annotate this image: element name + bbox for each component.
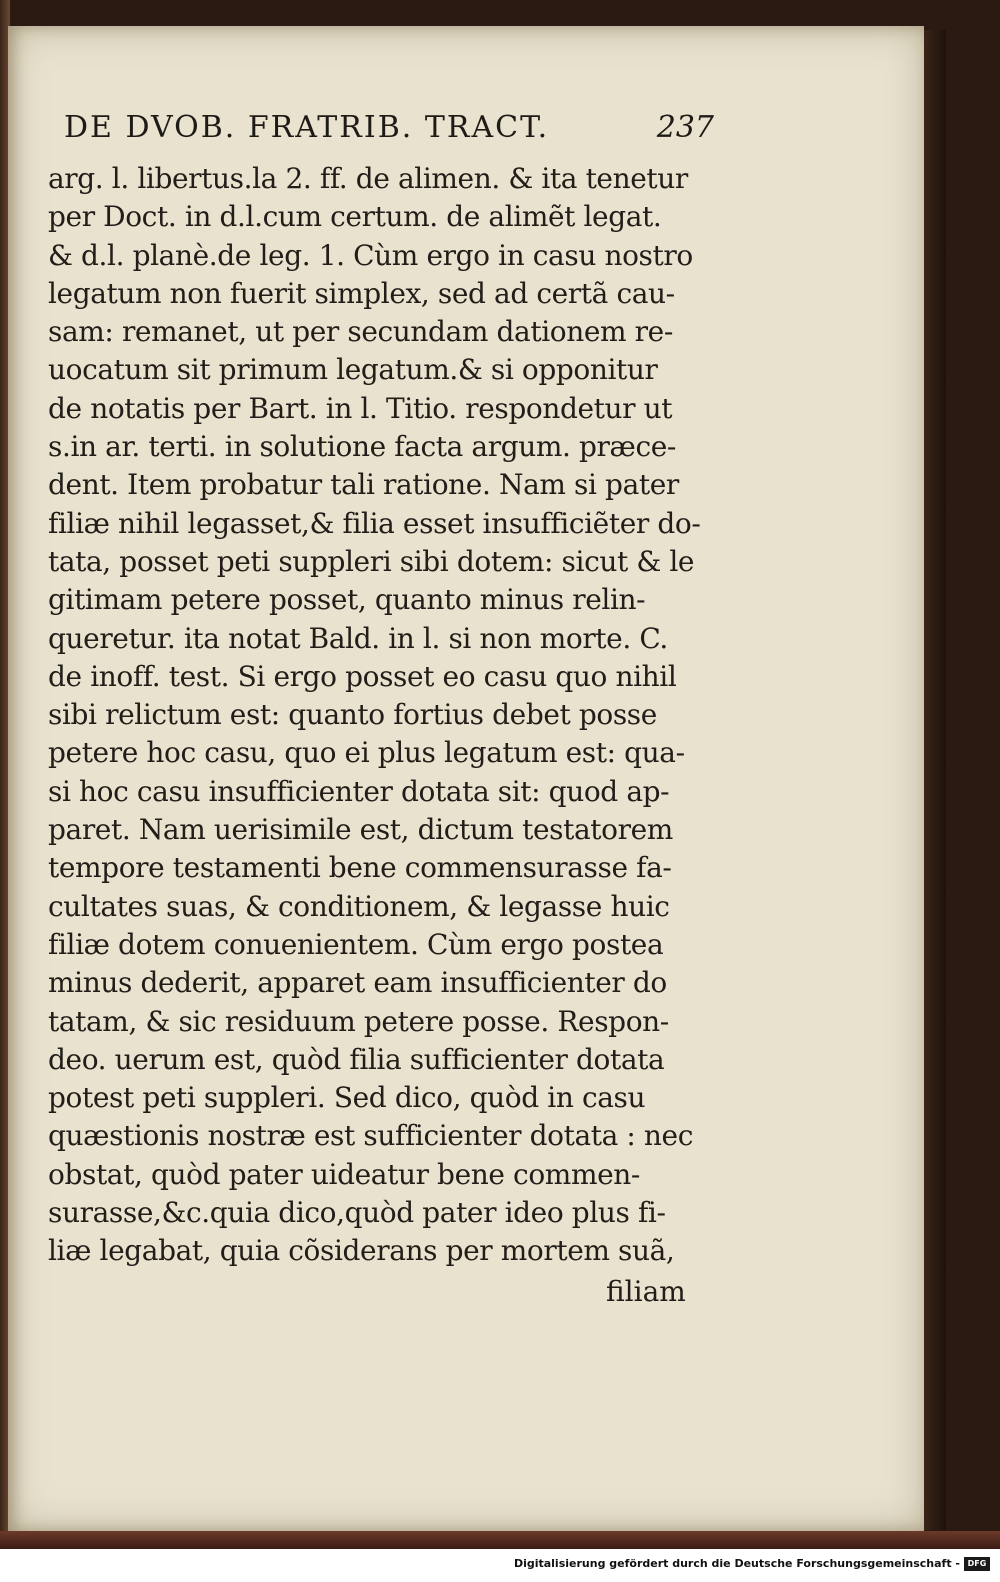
text-line: queretur. ita notat Bald. in l. si non morte. C. bbox=[48, 621, 668, 655]
text-line: sibi relictum est: quanto fortius debet posse bbox=[48, 698, 657, 732]
text-line: potest peti suppleri. Sed dico, quòd in casu bbox=[48, 1081, 646, 1115]
running-title: DE DVOB. FRATRIB. TRACT. bbox=[64, 110, 550, 145]
text-line: arg. l. libertus.la 2. ff. de alimen. & ita tenetur bbox=[48, 162, 688, 195]
text-line: gitimam petere posset, quanto minus relin- bbox=[48, 583, 646, 617]
text-line: tempore testamenti bene commensurasse fa- bbox=[48, 851, 672, 885]
text-line: deo. uerum est, quòd filia sufficienter dotata bbox=[48, 1042, 665, 1076]
dfg-logo: DFG bbox=[964, 1557, 990, 1571]
text-line: & d.l. planè.de leg. 1. Cùm ergo in casu nostro bbox=[48, 238, 693, 272]
text-line: sam: remanet, ut per secundam dationem re- bbox=[48, 315, 673, 349]
text-line: petere hoc casu, quo ei plus legatum est: qua- bbox=[48, 736, 685, 770]
text-line: per Doct. in d.l.cum certum. de alimẽt legat. bbox=[48, 200, 662, 234]
text-line: de inoff. test. Si ergo posset eo casu quo nihil bbox=[48, 659, 677, 693]
text-line: legatum non fuerit simplex, sed ad certã cau- bbox=[48, 276, 675, 310]
text-line: tatam, & sic residuum petere posse. Respon- bbox=[48, 1004, 669, 1038]
text-line: dent. Item probatur tali ratione. Nam si pater bbox=[48, 468, 679, 502]
text-line: filiæ dotem conuenientem. Cùm ergo postea bbox=[48, 927, 664, 961]
text-line: liæ legabat, quia cõsiderans per mortem suã, bbox=[48, 1234, 675, 1268]
footer-bar bbox=[0, 1549, 1000, 1582]
text-line: quæstionis nostræ est sufficienter dotata : nec bbox=[48, 1119, 693, 1153]
text-line: uocatum sit primum legatum.& si opponitur bbox=[48, 353, 658, 387]
text-line: obstat, quòd pater uideatur bene commen- bbox=[48, 1157, 640, 1191]
page-edge bbox=[924, 30, 946, 1530]
page-header bbox=[64, 104, 714, 148]
text-line: minus dederit, apparet eam insufficienter do bbox=[48, 966, 667, 1000]
text-line: surasse,&c.quia dico,quòd pater ideo plus fi- bbox=[48, 1196, 666, 1230]
text-line: si hoc casu insufficienter dotata sit: quod ap- bbox=[48, 774, 670, 808]
text-line: paret. Nam uerisimile est, dictum testatorem bbox=[48, 813, 673, 847]
text-line: de notatis per Bart. in l. Titio. respondetur ut bbox=[48, 391, 673, 425]
text-line: filiæ nihil legasset,& filia esset insufficiẽter do- bbox=[48, 506, 701, 540]
catchword: filiam bbox=[606, 1275, 686, 1308]
page-number: 237 bbox=[656, 110, 714, 145]
body-text bbox=[48, 160, 708, 1271]
book-bottom-edge bbox=[0, 1531, 1000, 1549]
text-line: tata, posset peti suppleri sibi dotem: sicut & le bbox=[48, 544, 695, 578]
funding-credit: Digitalisierung gefördert durch die Deutsche Forschungsgemeinschaft - bbox=[513, 1557, 960, 1570]
text-line: s.in ar. terti. in solutione facta argum. præce- bbox=[48, 430, 676, 464]
text-line: cultates suas, & conditionem, & legasse huic bbox=[48, 889, 670, 923]
